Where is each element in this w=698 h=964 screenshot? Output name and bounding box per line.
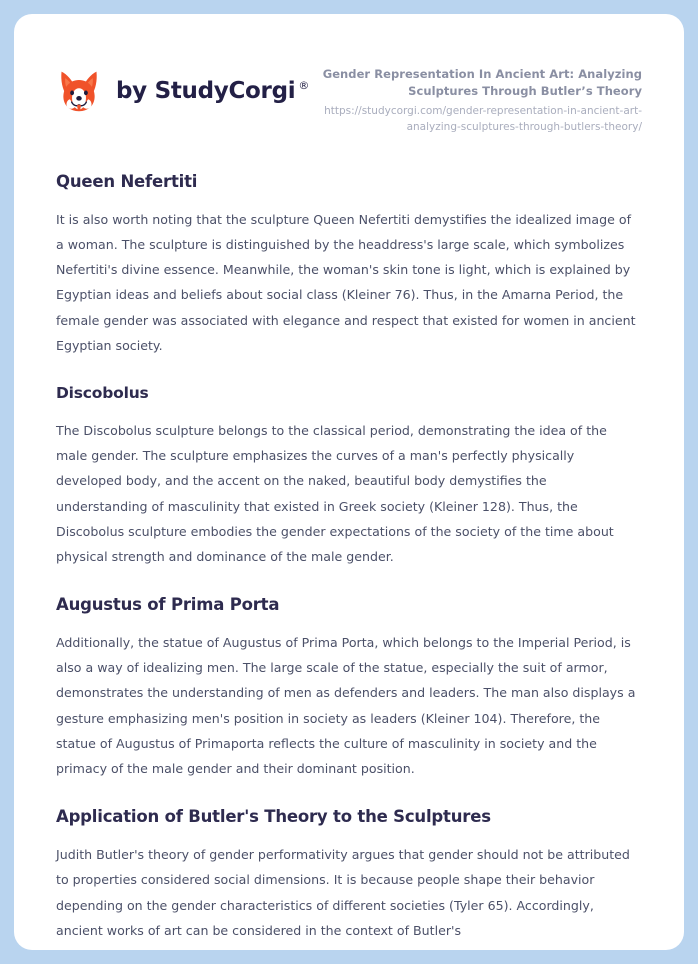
section-discobolus <box>56 384 642 569</box>
brand-wordmark-text: by StudyCorgi <box>116 78 296 104</box>
brand-wordmark <box>116 78 309 104</box>
registered-trademark-icon: ® <box>298 79 310 92</box>
article-url[interactable]: https://studycorgi.com/gender-representation-in-ancient-art-analyzing-sculptures-through-butlers-theory/ <box>324 105 642 134</box>
article-content <box>56 136 642 943</box>
section-heading: Queen Nefertiti <box>56 171 198 191</box>
section-paragraph: Additionally, the statue of Augustus of Prima Porta, which belongs to the Imperial Period, is also a way of idealizing men. The large scale of the statue, especially the suit of armor, demonstrates the understanding of men as defenders and leaders. The man also displays a gesture emphasizing men's position in society as leaders (Kleiner 104). Therefore, the statue of Augustus of Primaporta reflects the culture of masculinity in society and the primacy of the male gender and their dominant position. <box>56 635 636 777</box>
section-paragraph: It is also worth noting that the sculpture Queen Nefertiti demystifies the idealized image of a woman. The sculpture is distinguished by the headdress's large scale, which symbolizes Nefertiti's divine essence. Meanwhile, the woman's skin tone is light, which is explained by Egyptian ideas and beliefs about social class (Kleiner 76). Thus, in the Amarna Period, the female gender was associated with elegance and respect that existed for women in ancient Egyptian society. <box>56 211 636 353</box>
document-header <box>56 14 642 136</box>
document-meta <box>309 62 642 136</box>
section-heading: Discobolus <box>56 383 149 402</box>
section-paragraph: Judith Butler's theory of gender performativity argues that gender should not be attributed to properties considered social dimensions. It is because people shape their behavior depending on the gender characteristics of different societies (Tyler 65). Accordingly, ancient works of art can be considered in the context of Butler's <box>56 847 630 938</box>
section-heading: Application of Butler's Theory to the Sculptures <box>56 807 491 827</box>
section-queen-nefertiti <box>56 172 642 358</box>
corgi-logo-icon <box>56 68 102 114</box>
section-heading: Augustus of Prima Porta <box>56 595 280 615</box>
section-paragraph: The Discobolus sculpture belongs to the classical period, demonstrating the idea of the male gender. The sculpture emphasizes the curves of a man's perfectly physically developed body, and the accent on the naked, beautiful body demystifies the understanding of masculinity that existed in Greek society (Kleiner 128). Thus, the Discobolus sculpture embodies the gender expectations of the society of the time about physical strength and dominance of the male gender. <box>56 422 614 564</box>
section-application-of-butlers-theory <box>56 807 642 943</box>
article-title: Gender Representation In Ancient Art: Analyzing Sculptures Through Butler’s Theory <box>322 67 642 98</box>
section-augustus-of-prima-porta <box>56 595 642 781</box>
brand-logo <box>56 62 309 114</box>
document-page <box>14 14 684 950</box>
